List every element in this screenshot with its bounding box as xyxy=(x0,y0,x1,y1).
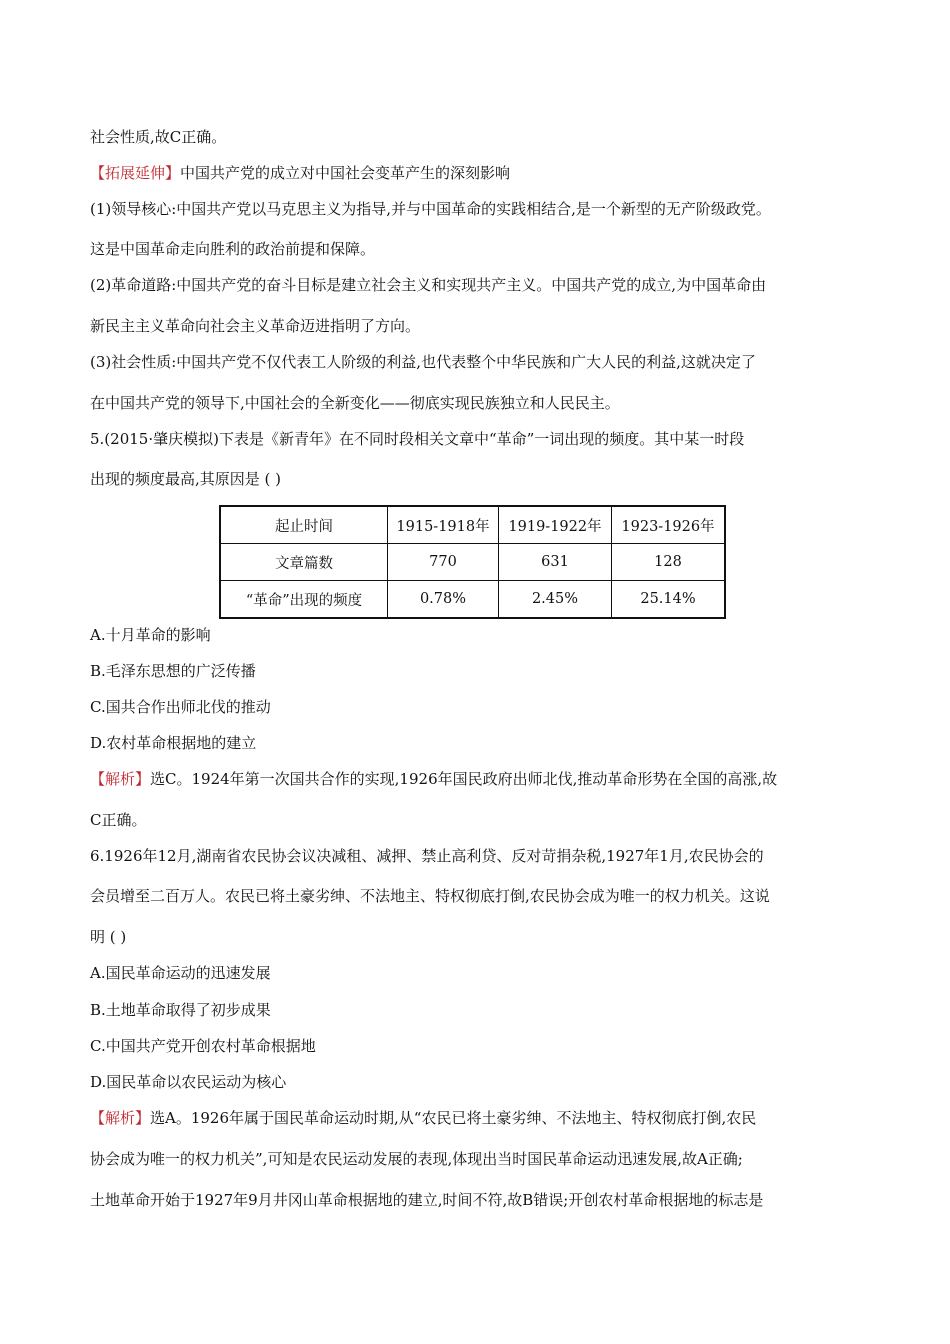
option-b: B.毛泽东思想的广泛传播 xyxy=(90,662,256,680)
option-c: C.国共合作出师北伐的推动 xyxy=(90,698,271,716)
question-5-stem: 出现的频度最高,其原因是 ( ) xyxy=(90,470,282,488)
extension-title: 中国共产党的成立对中国社会变革产生的深刻影响 xyxy=(180,164,511,182)
table-header-cell: 1915-1918年 xyxy=(388,506,499,544)
paragraph-line: 社会性质,故C正确。 xyxy=(90,128,227,146)
analysis-text: 选C。1924年第一次国共合作的实现,1926年国民政府出师北伐,推动革命形势在全国的高涨,故 xyxy=(150,770,778,788)
paragraph-line: 这是中国革命走向胜利的政治前提和保障。 xyxy=(90,240,376,258)
option-d: D.农村革命根据地的建立 xyxy=(90,734,257,752)
table-row xyxy=(220,581,725,619)
question-5-stem: 5.(2015·肇庆模拟)下表是《新青年》在不同时段相关文章中“革命”一词出现的频度。其中某一时段 xyxy=(90,430,745,448)
table-cell: 770 xyxy=(388,544,499,581)
table-header-row xyxy=(220,506,725,544)
paragraph-line: (1)领导核心:中国共产党以马克思主义为指导,并与中国革命的实践相结合,是一个新型的无产阶级政党。 xyxy=(90,200,771,218)
paragraph-line: 新民主主义革命向社会主义革命迈进指明了方向。 xyxy=(90,317,421,335)
table-header-cell: 1919-1922年 xyxy=(499,506,612,544)
table-cell: 128 xyxy=(612,544,726,581)
table-header-cell: 起止时间 xyxy=(220,506,388,544)
question-6-stem: 6.1926年12月,湖南省农民协会议决减租、减押、禁止高利贷、反对苛捐杂税,1927年1月,农民协会的 xyxy=(90,847,764,865)
question-5-analysis: C正确。 xyxy=(90,811,147,829)
question-6-stem: 明 ( ) xyxy=(90,928,127,946)
table-header-cell: 1923-1926年 xyxy=(612,506,726,544)
option-a: A.十月革命的影响 xyxy=(90,626,211,644)
table-cell: 631 xyxy=(499,544,612,581)
question-6-stem: 会员增至二百万人。农民已将土豪劣绅、不法地主、特权彻底打倒,农民协会成为唯一的权力机关。这说 xyxy=(90,887,770,905)
extension-heading xyxy=(90,163,510,183)
extension-tag: 【拓展延伸】 xyxy=(90,164,181,182)
option-c: C.中国共产党开创农村革命根据地 xyxy=(90,1037,316,1055)
question-5-analysis xyxy=(90,769,777,789)
table-row xyxy=(220,544,725,581)
question-6-analysis xyxy=(90,1108,756,1128)
paragraph-line: (3)社会性质:中国共产党不仅代表工人阶级的利益,也代表整个中华民族和广大人民的利益,这就决定了 xyxy=(90,353,756,371)
analysis-tag: 【解析】 xyxy=(90,1109,151,1127)
frequency-table xyxy=(219,505,726,619)
paragraph-line: (2)革命道路:中国共产党的奋斗目标是建立社会主义和实现共产主义。中国共产党的成立,为中国革命由 xyxy=(90,276,767,294)
table-cell: 2.45% xyxy=(499,581,612,619)
option-b: B.土地革命取得了初步成果 xyxy=(90,1001,271,1019)
analysis-tag: 【解析】 xyxy=(90,770,151,788)
question-6-analysis: 协会成为唯一的权力机关”,可知是农民运动发展的表现,体现出当时国民革命运动迅速发展,故A正确; xyxy=(90,1150,743,1168)
question-6-analysis: 土地革命开始于1927年9月井冈山革命根据地的建立,时间不符,故B错误;开创农村革命根据地的标志是 xyxy=(90,1191,764,1209)
table-cell: 文章篇数 xyxy=(220,544,388,581)
option-d: D.国民革命以农民运动为核心 xyxy=(90,1073,287,1091)
paragraph-line: 在中国共产党的领导下,中国社会的全新变化——彻底实现民族独立和人民民主。 xyxy=(90,394,620,412)
table-cell: 0.78% xyxy=(388,581,499,619)
analysis-text: 选A。1926年属于国民革命运动时期,从“农民已将土豪劣绅、不法地主、特权彻底打倒,农民 xyxy=(150,1109,757,1127)
option-a: A.国民革命运动的迅速发展 xyxy=(90,964,271,982)
table-cell: “革命”出现的频度 xyxy=(220,581,388,619)
table-cell: 25.14% xyxy=(612,581,726,619)
